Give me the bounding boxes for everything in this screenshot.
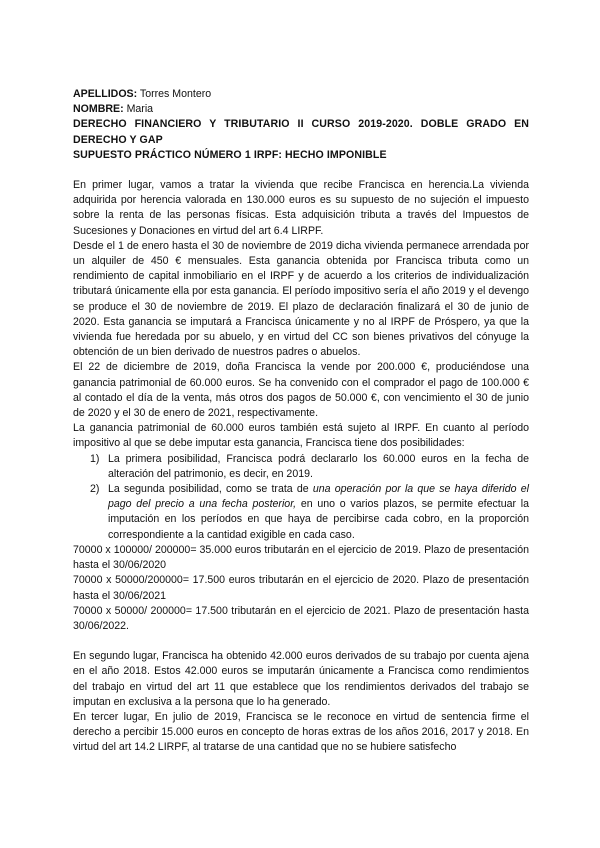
calculation-2021: 70000 x 50000/ 200000= 17.500 tributarán en el ejercicio de 2021. Plazo de presentación hasta 30/06/2022. xyxy=(73,604,529,632)
calculation-2020: 70000 x 50000/200000= 17.500 euros tributarán en el ejercicio de 2020. Plazo de presentación hasta el 30/06/2021 xyxy=(73,574,529,602)
list-number: 1) xyxy=(90,452,100,465)
spacer xyxy=(73,163,529,178)
nombre-value: Maria xyxy=(126,103,154,116)
document-body xyxy=(73,87,529,756)
calculation-2019: 70000 x 100000/ 200000= 35.000 euros tributarán en el ejercicio de 2019. Plazo de presentación hasta el 30/06/2020 xyxy=(73,543,529,572)
nombre-line xyxy=(73,102,529,117)
list-text: La primera posibilidad, Francisca podrá declararlo los 60.000 euros en la fecha de alteración del patrimonio, es decir, en 2019. xyxy=(108,452,529,480)
paragraph-herencia: En primer lugar, vamos a tratar la vivienda que recibe Francisca en herencia.La vivienda adquirida por herencia valorada en 130.000 euros es su supuesto de no sujeción el impuesto sobre la renta de las personas físicas. Esta adquisición tributa a través del Impuestos de Sucesiones y Donaciones en virtud del art 6.4 LIRPF. xyxy=(73,179,529,237)
paragraph-venta: El 22 de diciembre de 2019, doña Francisca la vende por 200.000 €, produciéndose una ganancia patrimonial de 60.000 euros. Se ha convenido con el comprador el pago de 100.000 € al contado el día de la venta, más otros dos pagos de 50.000 €, con vencimiento el 30 de junio de 2020 y el 30 de enero de 2021, respectivamente. xyxy=(73,361,529,420)
list-text-post: en uno o varios plazos, se permite efectuar la imputación en los períodos en que haya de percibirse cada cobro, en la proporción correspondiente a la cantidad exigible en cada caso. xyxy=(108,498,530,541)
apellidos-label: APELLIDOS: xyxy=(73,88,138,100)
list-item xyxy=(73,482,529,543)
list-number: 2) xyxy=(90,483,100,496)
apellidos-line xyxy=(73,87,529,102)
apellidos-value: Torres Montero xyxy=(139,88,212,100)
options-list xyxy=(73,452,529,543)
nombre-label: NOMBRE: xyxy=(73,103,124,116)
list-text-pre: La segunda posibilidad, como se trata de xyxy=(108,483,313,496)
spacer xyxy=(73,634,529,649)
paragraph-trabajo: En segundo lugar, Francisca ha obtenido 42.000 euros derivados de su trabajo por cuenta ajena en el año 2018. Estos 42.000 euros se imputarán únicamente a Francisca como rendimientos del trabajo en virtud del art 11 que establece que los rendimientos derivados del trabajo se imputan en exclusiva a la persona que lo ha generado. xyxy=(73,650,529,708)
paragraph-arrendamiento: Desde el 1 de enero hasta el 30 de noviembre de 2019 dicha vivienda permanece arrendada por un alquiler de 450 € mensuales. Esta ganancia obtenida por Francisca tributa como un rendimiento de capital inmobiliario en el IRPF y de acuerdo a los criterios de individualización tributará únicamente ella por esta ganancia. El período impositivo sería el año 2019 y el devengo se produce el 30 de noviembre de 2019. El plazo de declaración finalizará el 30 de junio de 2020. Esta ganancia se imputará a Francisca únicamente y no al IRPF de Próspero, ya que la vivienda fue heredada por su abuelo, y en virtud del CC son bienes privativos del cónyuge la obtención de un bien derivado de nuestros padres o abuelos. xyxy=(73,239,529,359)
paragraph-ganancia: La ganancia patrimonial de 60.000 euros también está sujeto al IRPF. En cuanto al período impositivo al que se debe imputar esta ganancia, Francisca tiene dos posibilidades: xyxy=(73,422,529,450)
assignment-title: SUPUESTO PRÁCTICO NÚMERO 1 IRPF: HECHO IMPONIBLE xyxy=(73,148,387,161)
paragraph-horas-extras: En tercer lugar, En julio de 2019, Francisca se le reconoce en virtud de sentencia firme el derecho a percibir 15.000 euros en concepto de horas extras de los años 2016, 2017 y 2018. En virtud del art 14.2 LIRPF, al tratarse de una cantidad que no se hubiere satisfecho xyxy=(73,710,529,754)
list-item xyxy=(73,452,529,482)
course-title: DERECHO FINANCIERO Y TRIBUTARIO II CURSO 2019-2020. DOBLE GRADO EN DERECHO Y GAP xyxy=(73,118,529,146)
list-text-italic: una operación por la que se haya diferido el pago del precio a una fecha posterior, xyxy=(108,483,529,511)
